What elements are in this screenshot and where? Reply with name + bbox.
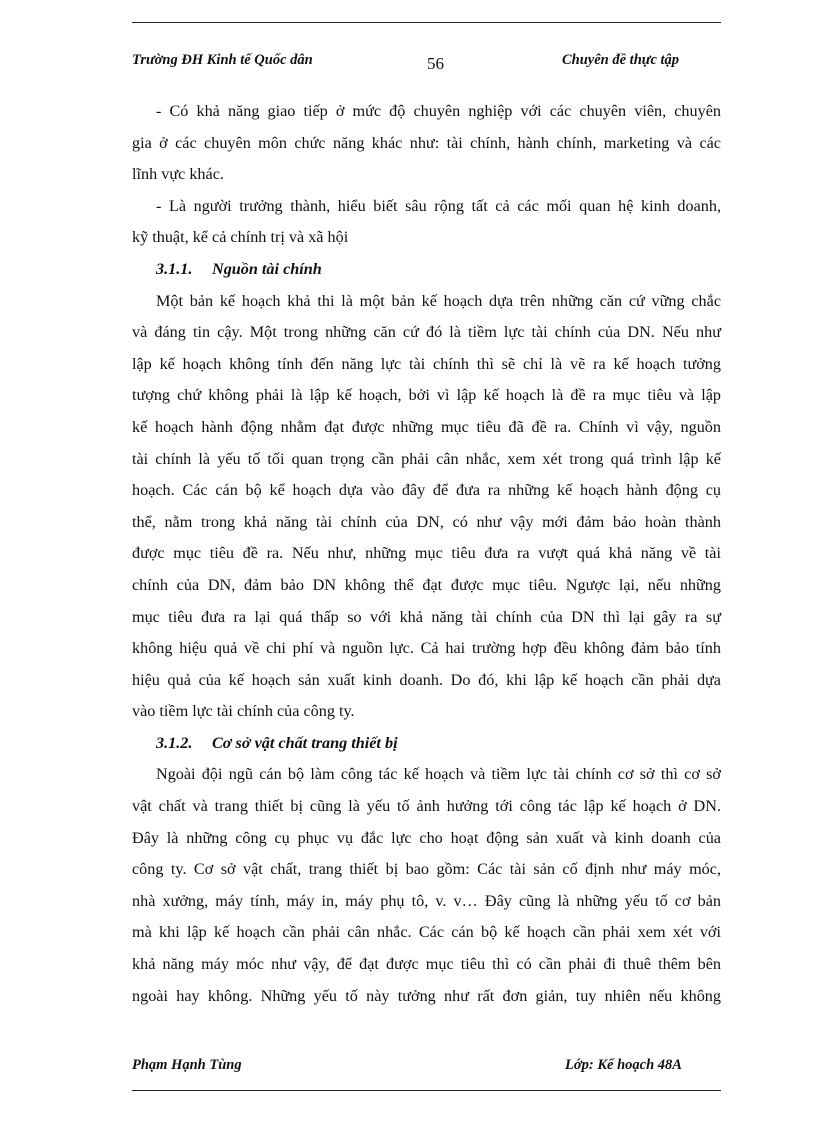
- header-document-type: Chuyên đề thực tập: [562, 52, 680, 68]
- text-line: thể, nằm trong khả năng tài chính của DN, có như vậy mới đảm bảo hoàn thành: [132, 512, 721, 531]
- header-rule: [132, 22, 721, 23]
- text-line: mà khi lập kế hoạch cần phải cân nhắc. Các cán bộ kế hoạch cần phải xem xét với: [132, 923, 721, 942]
- text-line: hoạch. Các cán bộ kế hoạch dựa vào đây để đưa ra những kế hoạch hành động cụ: [132, 481, 721, 500]
- text-line: vào tiềm lực tài chính của công ty.: [132, 702, 355, 721]
- text-line: khả năng máy móc như vậy, để đạt được mục tiêu thì có cần phải đi thuê thêm bên: [132, 955, 721, 974]
- footer-author: Phạm Hạnh Tùng: [132, 1057, 242, 1073]
- text-line: Đây là những công cụ phục vụ đắc lực cho hoạt động sản xuất và kinh doanh của: [132, 828, 721, 847]
- page-number: 56: [427, 54, 444, 73]
- footer-rule: [132, 1090, 721, 1091]
- text-line: công ty. Cơ sở vật chất, trang thiết bị bao gồm: Các tài sản cố định như máy móc,: [132, 860, 721, 879]
- body-text: [132, 96, 721, 1012]
- text-line: Một bản kế hoạch khả thi là một bản kế hoạch dựa trên những căn cứ vững chắc: [156, 291, 721, 310]
- footer-class: Lớp: Kế hoạch 48A: [565, 1057, 682, 1073]
- section-number: 3.1.1.: [156, 259, 193, 278]
- text-line: tượng chứ không phải là lập kế hoạch, bởi vì lập kế hoạch là đề ra mục tiêu và lập: [132, 386, 721, 405]
- section-heading: [132, 728, 721, 760]
- text-line: Ngoài đội ngũ cán bộ làm công tác kế hoạch và tiềm lực tài chính cơ sở thì cơ sở: [156, 765, 721, 784]
- header-university: Trường ĐH Kinh tế Quốc dân: [132, 52, 313, 68]
- text-line: kỹ thuật, kể cả chính trị và xã hội: [132, 228, 349, 247]
- text-line: được mục tiêu đề ra. Nếu như, những mục tiêu đưa ra vượt quá khả năng về tài: [132, 544, 721, 563]
- text-line: mục tiêu đưa ra lại quá thấp so với khả năng tài chính của DN thì lại gây ra sự: [132, 607, 721, 626]
- text-line: - Có khả năng giao tiếp ở mức độ chuyên nghiệp với các chuyên viên, chuyên: [156, 102, 721, 120]
- text-line: tài chính là yếu tố tối quan trọng cần phải cân nhắc, xem xét trong quá trình lập kế: [132, 449, 721, 468]
- text-line: lập kế hoạch không tính đến năng lực tài chính thì sẽ chỉ là vẽ ra kế hoạch tưởng: [132, 354, 721, 373]
- text-line: hiệu quả của kế hoạch sản xuất kinh doanh. Do đó, khi lập kế hoạch cần phải dựa: [132, 670, 721, 689]
- text-line: ngoài hay không. Những yếu tố này tưởng như rất đơn giản, tuy nhiên nếu không: [132, 986, 721, 1005]
- text-line: vật chất và trang thiết bị cũng là yếu tố ảnh hưởng tới công tác lập kế hoạch ở DN.: [132, 797, 721, 816]
- section-title: Cơ sở vật chất trang thiết bị: [212, 733, 398, 752]
- text-line: và đáng tin cậy. Một trong những căn cứ đó là tiềm lực tài chính của DN. Nếu như: [132, 323, 721, 342]
- text-line: nhà xưởng, máy tính, máy in, máy phụ tô, v. v… Đây cũng là những yếu tố cơ bản: [132, 891, 721, 910]
- section-number: 3.1.2.: [156, 733, 193, 752]
- text-line: - Là người trưởng thành, hiểu biết sâu rộng tất cả các mối quan hệ kinh doanh,: [156, 196, 721, 215]
- section-heading: [132, 254, 721, 286]
- text-line: không hiệu quả về chi phí và nguồn lực. Cả hai trường hợp đều không đảm bảo tính: [132, 639, 721, 658]
- text-line: chính của DN, đảm bảo DN không thể đạt được mục tiêu. Ngược lại, nếu những: [132, 575, 721, 594]
- text-line: lĩnh vực khác.: [132, 165, 224, 184]
- text-line: gia ở các chuyên môn chức năng khác như: tài chính, hành chính, marketing và các: [132, 133, 721, 152]
- section-title: Nguồn tài chính: [212, 259, 322, 278]
- text-line: kế hoạch hành động nhằm đạt được những mục tiêu đã đề ra. Chính vì vậy, nguồn: [132, 417, 721, 436]
